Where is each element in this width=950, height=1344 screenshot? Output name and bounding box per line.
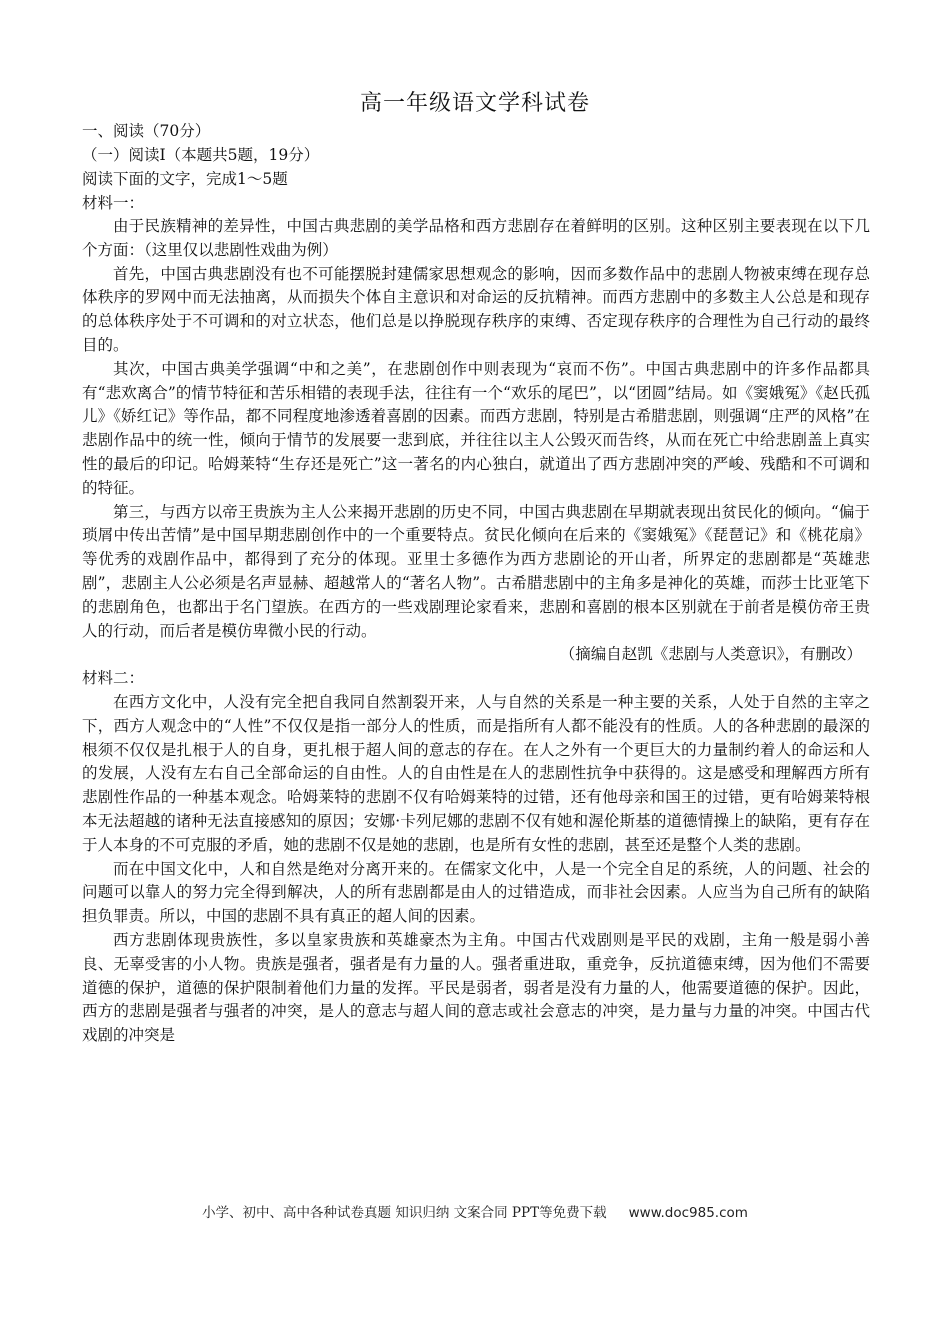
material1-paragraph: 第三，与西方以帝王贵族为主人公来揭开悲剧的历史不同，中国古典悲剧在早期就表现出贫民化的倾向。“偏于琐屑中传出苦情”是中国早期悲剧创作中的一个重要特点。贫民化倾向在后来的《窦娥冤》《琵琶记》和《桃花扇》等优秀的戏剧作品中，都得到了充分的体现。亚里士多德作为西方悲剧论的开山者，所界定的悲剧都是“英雄悲剧”，悲剧主人公必须是名声显赫、超越常人的“著名人物”。古希腊悲剧中的主角多是神化的英雄，而莎士比亚笔下的悲剧角色，也都出于名门望族。在西方的一些戏剧理论家看来，悲剧和喜剧的根本区别就在于前者是模仿帝王贵人的行动，而后者是模仿卑微小民的行动。 bbox=[82, 502, 870, 640]
footer bbox=[0, 1201, 950, 1221]
material1-label: 材料一： bbox=[82, 194, 145, 212]
material2-label: 材料二： bbox=[82, 669, 145, 688]
footer-link[interactable]: www.doc985.com bbox=[628, 1205, 748, 1221]
footer-text: 小学、初中、高中各种试卷真题 知识归纳 文案合同 PPT等免费下载 bbox=[202, 1205, 607, 1221]
material2-paragraph: 而在中国文化中，人和自然是绝对分离开来的。在儒家文化中，人是一个完全自足的系统，人的问题、社会的问题可以靠人的努力完全得到解决，人的所有悲剧都是由人的过错造成，而非社会因素。人应当为自己所有的缺陷担负罪责。所以，中国的悲剧不具有真正的超人间的因素。 bbox=[82, 859, 870, 926]
material2-paragraph: 西方悲剧体现贵族性，多以皇家贵族和英雄豪杰为主角。中国古代戏剧则是平民的戏剧，主角一般是弱小善良、无辜受害的小人物。贵族是强者，强者是有力量的人。强者重进取，重竞争，反抗道德束缚，因为他们不需要道德的保护，道德的保护限制着他们力量的发挥。平民是弱者，弱者是没有力量的人，他需要道德的保护。因此，西方的悲剧是强者与强者的冲突，是人的意志与超人间的意志或社会意志的冲突，是力量与力量的冲突。中国古代戏剧的冲突是 bbox=[82, 930, 870, 1045]
page-title: 高一年级语文学科试卷 bbox=[359, 91, 590, 116]
material2-paragraph: 在西方文化中，人没有完全把自我同自然割裂开来，人与自然的关系是一种主要的关系，人处于自然的主宰之下，西方人观念中的“人性”不仅仅是指一部分人的性质，而是指所有人都不能没有的性质。人的各种悲剧的最深的根须不仅仅是扎根于人的自身，更扎根于超人间的意志的存在。在人之外有一个更巨大的力量制约着人的命运和人的发展，人没有左右自己全部命运的自由性。人的自由性是在人的悲剧性抗争中获得的。这是感受和理解西方所有悲剧性作品的一种基本观念。哈姆莱特的悲剧不仅有哈姆莱特的过错，还有他母亲和国王的过错，更有哈姆莱特根本无法超越的诸种无法直接感知的原因；安娜·卡列尼娜的悲剧不仅有她和渥伦斯基的道德情操上的缺陷，更有存在于人本身的不可克服的矛盾，她的悲剧不仅是她的悲剧，也是所有女性的悲剧，甚至还是整个人类的悲剧。 bbox=[82, 692, 870, 854]
part-heading: （一）阅读Ⅰ（本题共5题，19分） bbox=[82, 146, 320, 164]
section-heading: 一、阅读（70分） bbox=[82, 122, 211, 140]
material1-paragraph: 其次，中国古典美学强调“中和之美”，在悲剧创作中则表现为“哀而不伤”。中国古典悲剧中的许多作品都具有“悲欢离合”的情节特征和苦乐相错的表现手法，往往有一个“欢乐的尾巴”，以“团圆”结局。如《窦娥冤》《赵氏孤儿》《娇红记》等作品，都不同程度地渗透着喜剧的因素。而西方悲剧，特别是古希腊悲剧，则强调“庄严的风格”在悲剧作品中的统一性，倾向于情节的发展要一悲到底，并往往以主人公毁灭而告终，从而在死亡中给悲剧盖上真实性的最后的印记。哈姆莱特“生存还是死亡”这一著名的内心独白，就道出了西方悲剧冲突的严峻、残酷和不可调和的特征。 bbox=[82, 359, 870, 497]
instruction-text: 阅读下面的文字，完成1～5题 bbox=[82, 170, 288, 188]
material1-paragraph: 首先，中国古典悲剧没有也不可能摆脱封建儒家思想观念的影响，因而多数作品中的悲剧人物被束缚在现存总体秩序的罗网中而无法抽离，从而损失个体自主意识和对命运的反抗精神。而西方悲剧中的多数主人公总是和现存的总体秩序处于不可调和的对立状态，他们总是以挣脱现存秩序的束缚、否定现存秩序的合理性为自己行动的最终目的。 bbox=[82, 264, 870, 354]
material1-source: （摘编自赵凯《悲剧与人类意识》，有删改） bbox=[559, 645, 862, 664]
reading-body bbox=[82, 215, 870, 1048]
material1-paragraph: 由于民族精神的差异性，中国古典悲剧的美学品格和西方悲剧存在着鲜明的区别。这种区别主要表现在以下几个方面：（这里仅以悲剧性戏曲为例） bbox=[82, 217, 870, 259]
